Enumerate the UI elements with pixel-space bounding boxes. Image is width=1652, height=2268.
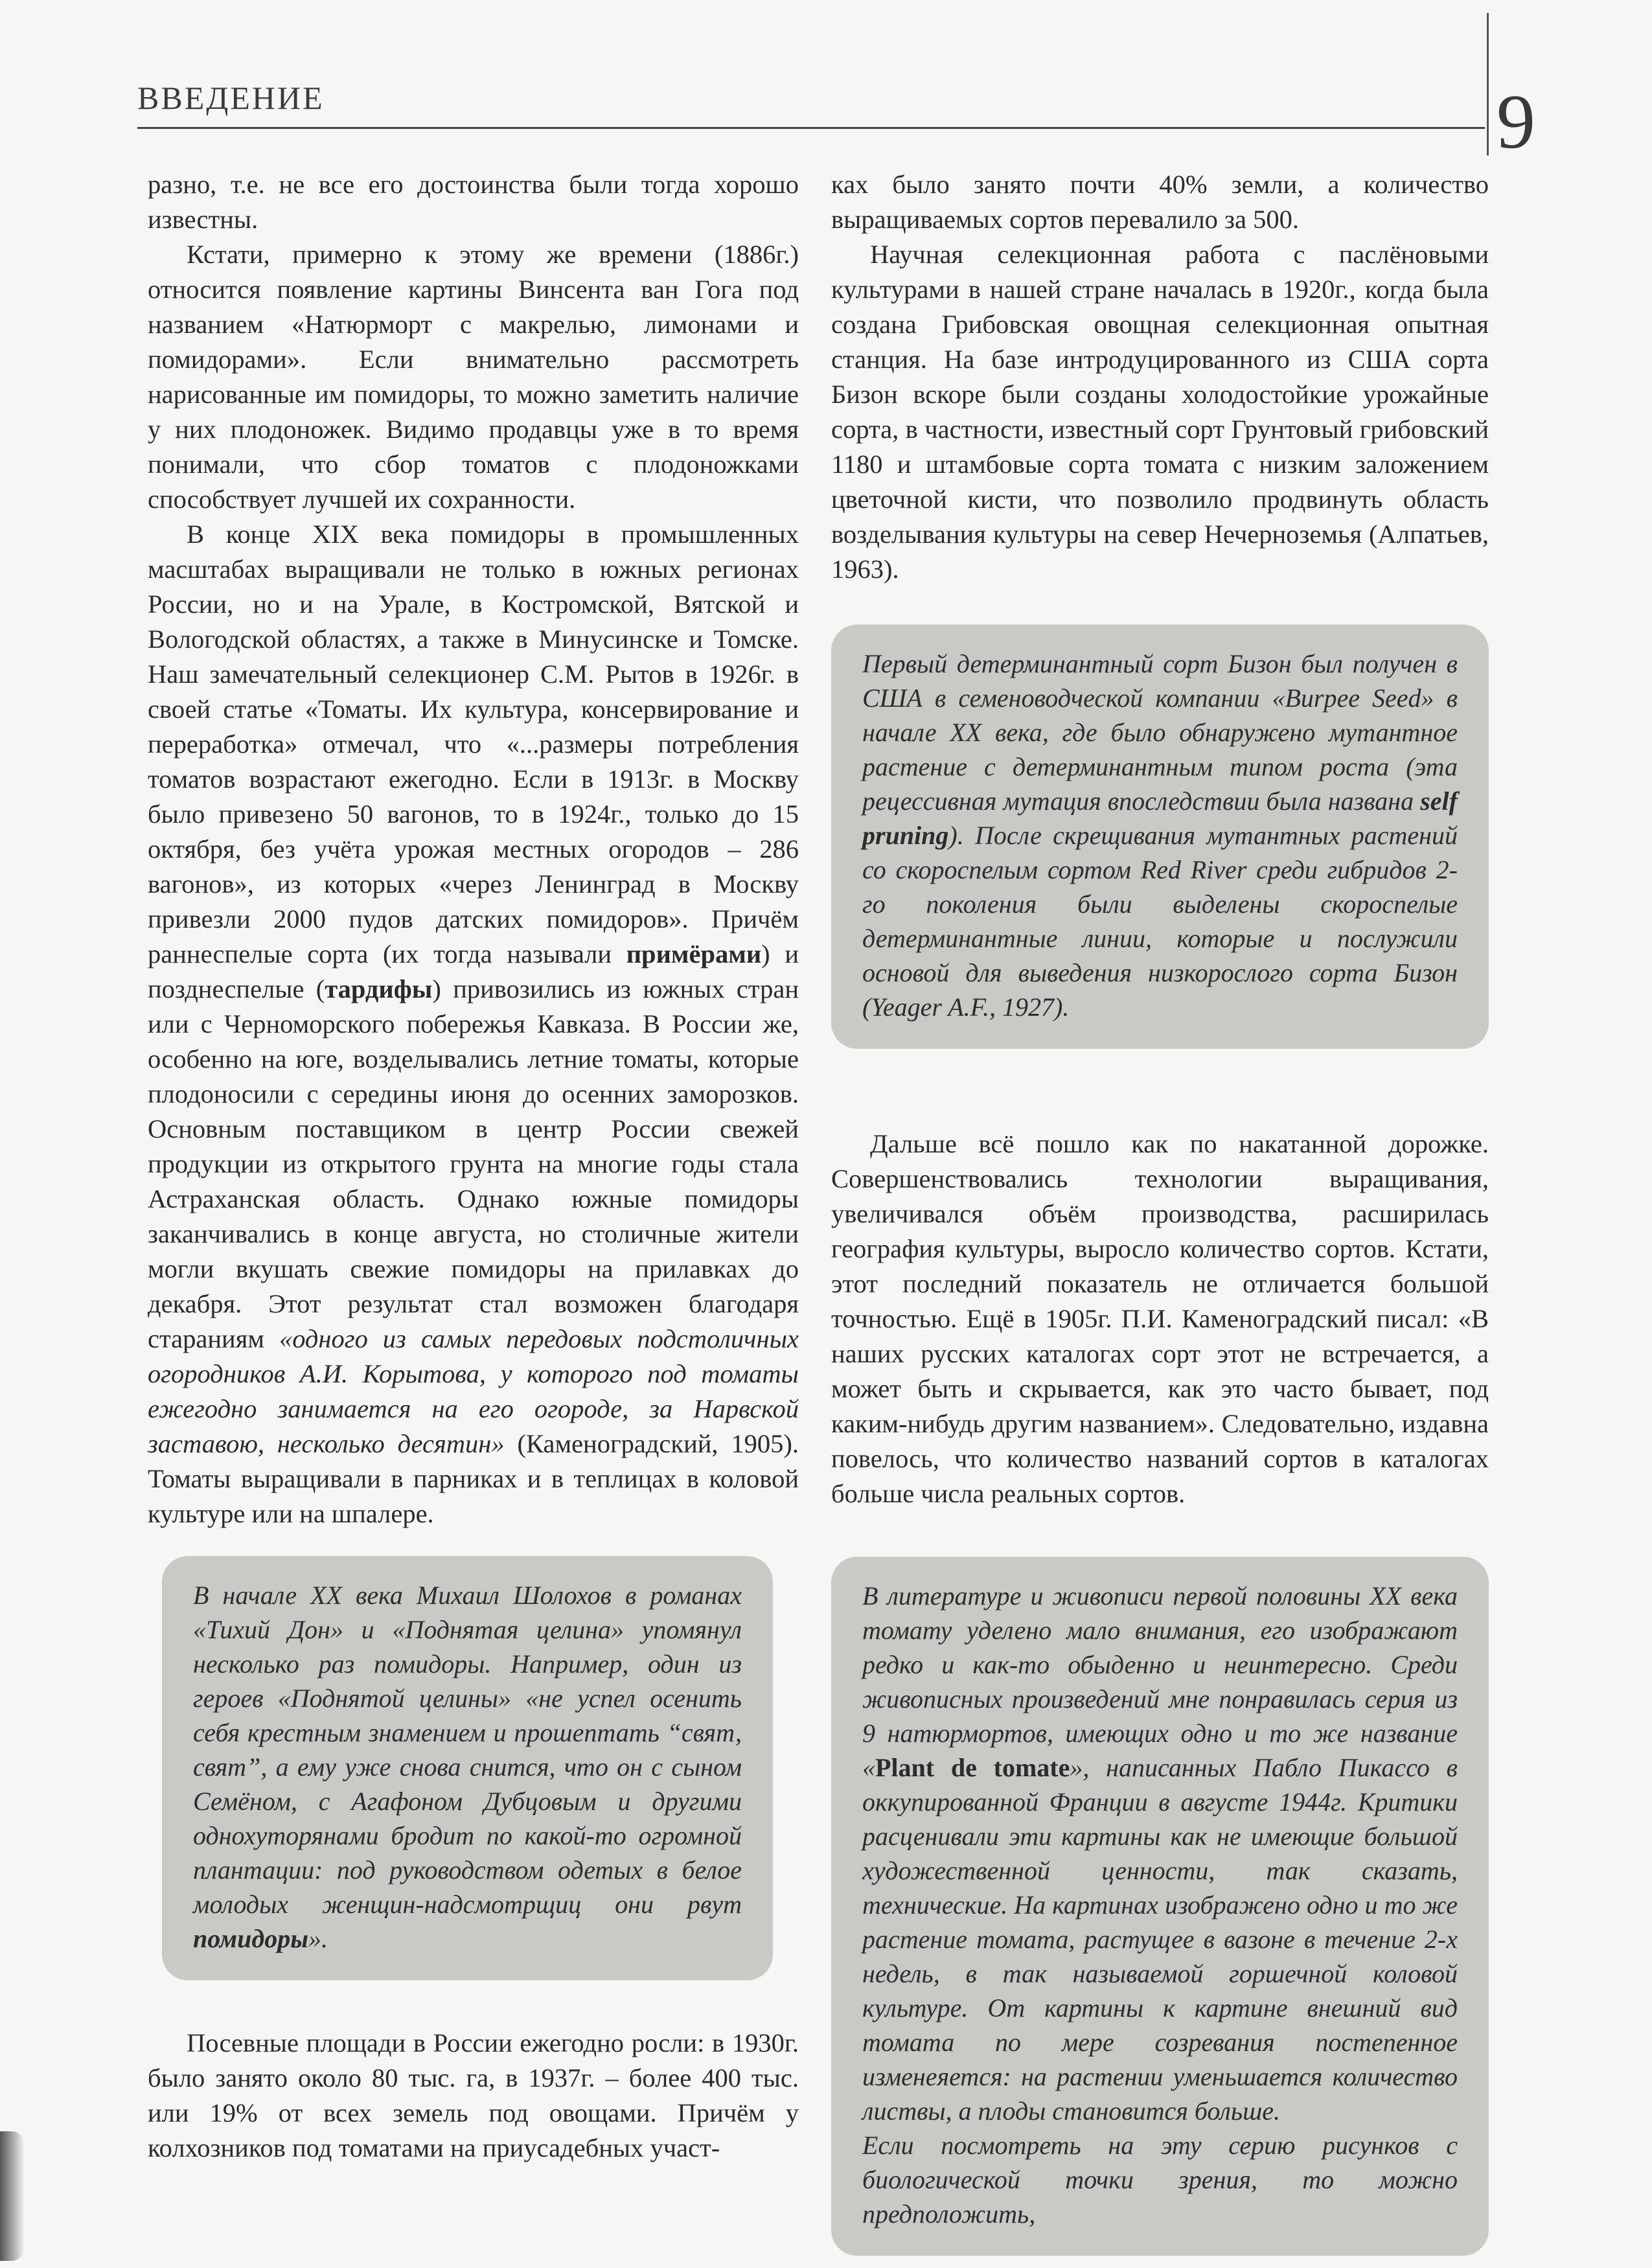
page-number: 9 xyxy=(1497,78,1535,165)
sidebar-note-bison: Первый детерминантный сорт Бизон был получен в США в семеноводческой компании «Burpee Seed» в начале XX века, где было обнаружено мутантное растение с детерминантным типом роста (эта рецессивная мутация впоследствии была названа self pruning). После скрещивания мутантных растений со скороспелым сортом Red River среди гибридов 2-го поколения были выделены скороспелые детерминантные линии, которые и послужили основой для выведения низкорослого сорта Бизон (Yeager A.F., 1927). xyxy=(831,624,1489,1049)
header-divider xyxy=(137,127,1485,129)
paragraph: ках было занято почти 40% земли, а количество выращиваемых сортов перевалило за 500. xyxy=(831,170,1489,234)
bold-term: тардифы xyxy=(325,974,433,1003)
page-edge-line xyxy=(1487,13,1489,155)
paragraph: В конце XIX века помидоры в промышленных масштабах выращивали не только в южных регионах России, но и на Урале, в Костромской, Вятской и Вологодской областях, а также в Минусинске и Томске. Наш замечательный селекционер С.М. Рытов в 1926г. в своей статье «Томаты. Их культура, консервирование и переработка» отмечал, что «...размеры потребления томатов возрастают ежегодно. Если в 1913г. в Москву было привезено 50 вагонов, то в 1924г., только до 15 октября, без учёта урожая местных огородов – 286 вагонов», из которых «через Ленинград в Москву привезли 2000 пудов датских помидоров». Причём раннеспелые сорта (их тогда называли примёрами) и позднеспелые (тардифы) привозились из южных стран или с Черноморского побережья Кавказа. В России же, особенно на юге, возделывались летние томаты, которые плодоносили с середины июня до осенних заморозков. Основным поставщиком в центр России свежей продукции из открытого грунта на многие годы стала Астраханская область. Однако южные помидоры заканчивались в конце августа, но столичные жители могли вкушать свежие помидоры на прилавках до декабря. Этот результат стал возможен благодаря стараниям «одного из самых передовых подстоличных огородников А.И. Корытова, у которого под томаты ежегодно занимается на его огороде, за Нарвской заставою, несколько десятин» (Каменоградский, 1905). Томаты выращивали в парниках и в теплицах в коловой культуре или на шпалере. xyxy=(148,520,799,1528)
paragraph: Дальше всё пошло как по накатанной дорожке. Совершенствовались технологии выращивания, увеличивался объём производства, расширилась география культуры, выросло количество сортов. Кстати, этот последний показатель не отличается большой точностью. Ещё в 1905г. П.И. Каменоградский писал: «В наших русских каталогах сорт этот не встречается, а может быть и скрывается, как это часто бывает, под каким-нибудь другим названием». Следовательно, издавна повелось, что количество названий сортов в каталогах больше числа реальных сортов. xyxy=(831,1129,1489,1508)
bold-term: помидоры xyxy=(193,1924,308,1953)
sidebar-note-sholokhov: В начале XX века Михаил Шолохов в романах «Тихий Дон» и «Поднятая целина» упомянул несколько раз помидоры. Например, один из героев «Поднятой целины» «не успел осенить себя крестным знамением и прошептать “свят, свят”, а ему уже снова снится, что он с сыном Семёном, с Агафоном Дубцовым и другими однохуторянами бродит по какой-то огромной плантации: под руководством одетых в белое молодых женщин-надсмотрщиц они рвут помидоры». xyxy=(162,1556,773,1980)
scan-edge-shadow xyxy=(0,2131,25,2261)
paragraph: разно, т.е. не все его достоинства были тогда хорошо известны. xyxy=(148,170,799,234)
section-title: ВВЕДЕНИЕ xyxy=(137,80,325,116)
right-column xyxy=(831,167,1489,2256)
bold-term: self pruning xyxy=(862,786,1458,850)
bold-term: Plant de tomate xyxy=(875,1753,1070,1782)
sidebar-note-picasso: В литературе и живописи первой половины XX века томату уделено мало внимания, его изображают редко и как-то обыденно и неинтересно. Среди живописных произведений мне понравилась серия из 9 натюрмортов, имеющих одно и то же название «Plant de tomate», написанных Пабло Пикассо в оккупированной Франции в августе 1944г. Критики расценивали эти картины как не имеющие большой художественной ценности, так сказать, технические. На картинах изображено одно и то же растение томата, растущее в вазоне в течение 2-х недель, в так называемой горшечной коловой культуре. От картины к картине внешний вид томата по мере созревания постепенное изменеяется: на растении уменьшается количество листвы, а плоды становится больше. Если посмотреть на эту серию рисунков с биологической точки зрения, то можно предположить, xyxy=(831,1557,1489,2256)
bold-term: примёрами xyxy=(626,939,762,968)
left-column xyxy=(148,167,799,2166)
paragraph: Научная селекционная работа с паслёновыми культурами в нашей стране началась в 1920г., когда была создана Грибовская овощная селекционная опытная станция. На базе интродуцированного из США сорта Бизон вскоре были созданы холодостойкие урожайные сорта, в частности, известный сорт Грунтовый грибовский 1180 и штамбовые сорта томата с низким заложением цветочной кисти, что позволило продвинуть область возделывания культуры на север Нечерноземья (Алпатьев, 1963). xyxy=(831,240,1489,584)
box-paragraph: Если посмотреть на эту серию рисунков с биологической точки зрения, то можно предположить, xyxy=(862,2131,1458,2228)
paragraph: Кстати, примерно к этому же времени (1886г.) относится появление картины Винсента ван Гога под названием «Натюрморт с макрелью, лимонами и помидорами». Если внимательно рассмотреть нарисованные им помидоры, то можно заметить наличие у них плодоножек. Видимо продавцы уже в то время понимали, что сбор томатов с плодоножками способствует лучшей их сохранности. xyxy=(148,240,799,514)
quote: «одного из самых передовых подстоличных огородников А.И. Корытова, у которого под томаты ежегодно занимается на его огороде, за Нарвской заставою, несколько десятин» xyxy=(148,1324,799,1458)
paragraph: Посевные площади в России ежегодно росли: в 1930г. было занято около 80 тыс. га, в 1937г. – более 400 тыс. или 19% от всех земель под овощами. Причём у колхозников под томатами на приусадебных участ- xyxy=(148,2028,799,2162)
